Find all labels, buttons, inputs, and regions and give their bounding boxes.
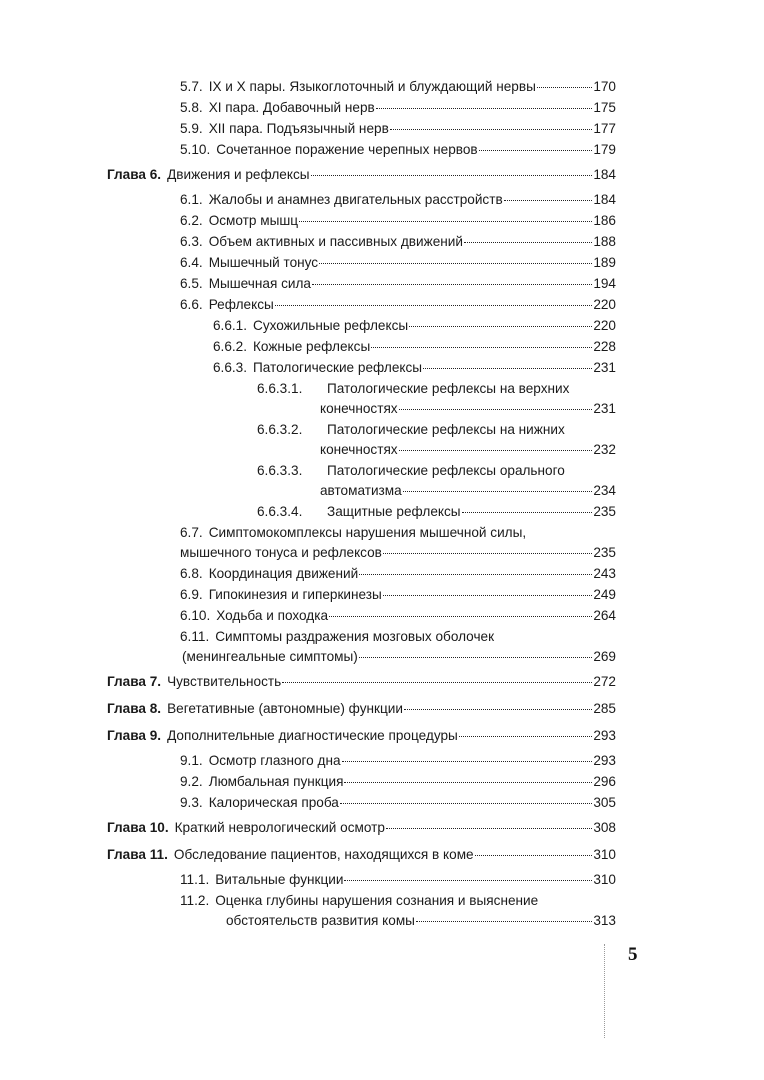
toc-entry-title: Патологические рефлексы [253, 360, 423, 375]
toc-entry-page: 194 [593, 276, 616, 291]
toc-dot-leader [329, 616, 592, 617]
toc-entry-title-continued: (менингеальные симптомы) [182, 649, 358, 664]
toc-dot-leader [475, 855, 593, 856]
toc-entry-number: 6.2. [180, 213, 203, 228]
toc-entry-line [180, 140, 616, 160]
toc-entry-line [180, 870, 616, 890]
toc-entry-title-continued: конечностях [320, 401, 398, 416]
toc-entry-title: Осмотр мышц [208, 213, 299, 228]
toc-entry-number: 9.1. [180, 753, 203, 768]
toc-dot-leader [340, 803, 592, 804]
toc-entry-line [180, 119, 616, 139]
toc-dot-leader [342, 761, 593, 762]
toc-entry-number: 5.7. [180, 79, 203, 94]
toc-entry-page: 313 [593, 913, 616, 928]
toc-entry-line-continued [182, 647, 616, 667]
toc-entry-page: 175 [593, 100, 616, 115]
toc-entry-title-continued: мышечного тонуса и рефлексов [180, 545, 382, 560]
toc-entry-line [213, 337, 616, 357]
toc-dot-leader [371, 347, 592, 348]
toc-entry-number: 6.1. [180, 192, 203, 207]
toc-dot-leader [403, 491, 593, 492]
toc-entry-page: 310 [593, 872, 616, 887]
toc-entry-number: 6.9. [180, 587, 203, 602]
toc-dot-leader [462, 512, 593, 513]
toc-entry-page: 293 [593, 728, 616, 743]
toc-entry-number: Глава 7. [107, 674, 162, 689]
toc-entry-title: IX и X пары. Языкоглоточный и блуждающий нервы [208, 79, 536, 94]
toc-entry-title: Краткий неврологический осмотр [174, 820, 385, 835]
toc-dot-leader [282, 682, 592, 683]
toc-entry-page: 189 [593, 255, 616, 270]
toc-entry-line-continued [226, 911, 616, 931]
toc-entry-line [257, 502, 616, 522]
toc-entry-number: 11.1. [180, 872, 210, 887]
toc-entry-page: 179 [593, 142, 616, 157]
toc-entry-number: 6.4. [180, 255, 203, 270]
toc-entry-line [257, 379, 569, 399]
toc-entry-line [107, 165, 616, 185]
toc-entry-line-continued [320, 440, 616, 460]
toc-entry-title: Ходьба и походка [216, 608, 329, 623]
toc-entry-line [180, 751, 616, 771]
toc-entry-line [180, 564, 616, 584]
toc-entry-title: Объем активных и пассивных движений [208, 234, 463, 249]
toc-dot-leader [299, 221, 592, 222]
toc-dot-leader [312, 284, 592, 285]
toc-entry-page: 220 [593, 297, 616, 312]
toc-entry-title: XII пара. Подъязычный нерв [208, 121, 389, 136]
toc-entry-page: 296 [593, 774, 616, 789]
toc-entry-number: 6.6. [180, 297, 203, 312]
toc-entry-page: 186 [593, 213, 616, 228]
toc-entry-title: Обследование пациентов, находящихся в коме [173, 847, 474, 862]
toc-entry-number: 5.9. [180, 121, 203, 136]
toc-entry-title: Симптомокомплексы нарушения мышечной силы, [208, 525, 527, 540]
toc-entry-page: 177 [593, 121, 616, 136]
toc-entry-line [213, 316, 616, 336]
toc-entry-line [180, 627, 494, 647]
page-number: 5 [628, 944, 638, 965]
toc-entry-number: 9.3. [180, 795, 203, 810]
toc-entry-number: Глава 10. [107, 820, 169, 835]
toc-entry-number: 6.8. [180, 566, 203, 581]
toc-entry-line [180, 232, 616, 252]
toc-entry-title: Осмотр глазного дна [208, 753, 341, 768]
toc-entry-line [180, 793, 616, 813]
toc-entry-title: Кожные рефлексы [253, 339, 371, 354]
toc-dot-leader [537, 87, 592, 88]
toc-entry-title: Защитные рефлексы [327, 504, 461, 519]
toc-entry-line [180, 211, 616, 231]
toc-entry-number: 6.6.3.1. [257, 381, 303, 396]
toc-entry-title: Вегетативные (автономные) функции [167, 701, 403, 716]
toc-entry-line [180, 274, 616, 294]
toc-entry-page: 188 [593, 234, 616, 249]
toc-entry-title: Дополнительные диагностические процедуры [167, 728, 458, 743]
toc-entry-title: Сочетанное поражение черепных нервов [216, 142, 478, 157]
toc-entry-number: 6.3. [180, 234, 203, 249]
toc-entry-line [180, 772, 616, 792]
toc-entry-number: 11.2. [180, 893, 210, 908]
toc-entry-page: 234 [593, 483, 616, 498]
toc-entry-title: Сухожильные рефлексы [253, 318, 409, 333]
toc-entry-page: 308 [593, 820, 616, 835]
toc-entry-number: 6.7. [180, 525, 203, 540]
toc-entry-line-continued [180, 543, 616, 563]
toc-entry-page: 293 [593, 753, 616, 768]
margin-rule [604, 944, 605, 1038]
toc-entry-title: Патологические рефлексы орального [327, 463, 565, 478]
toc-dot-leader [359, 574, 592, 575]
toc-entry-number: Глава 6. [107, 167, 162, 182]
toc-dot-leader [464, 242, 592, 243]
toc-dot-leader [409, 326, 592, 327]
toc-entry-page: 232 [593, 442, 616, 457]
toc-entry-title: Рефлексы [208, 297, 274, 312]
toc-entry-page: 243 [593, 566, 616, 581]
toc-dot-leader [504, 200, 593, 201]
toc-entry-title: Координация движений [208, 566, 359, 581]
toc-entry-title: Движения и рефлексы [167, 167, 310, 182]
toc-entry-page: 272 [593, 674, 616, 689]
toc-entry-line-continued [320, 481, 616, 501]
toc-dot-leader [423, 368, 592, 369]
toc-entry-line [107, 818, 616, 838]
toc-entry-line [180, 523, 526, 543]
toc-entry-number: Глава 9. [107, 728, 162, 743]
toc-entry-number: Глава 8. [107, 701, 162, 716]
toc-dot-leader [399, 450, 593, 451]
toc-entry-page: 170 [593, 79, 616, 94]
toc-dot-leader [390, 129, 593, 130]
toc-dot-leader [399, 409, 593, 410]
toc-dot-leader [359, 657, 592, 658]
toc-entry-title-continued: автоматизма [320, 483, 402, 498]
toc-entry-page: 264 [593, 608, 616, 623]
toc-dot-leader [344, 880, 592, 881]
toc-entry-title: XI пара. Добавочный нерв [208, 100, 375, 115]
toc-entry-line [213, 358, 616, 378]
toc-entry-page: 310 [593, 847, 616, 862]
toc-entry-number: 6.6.3. [213, 360, 248, 375]
toc-dot-leader [383, 553, 592, 554]
toc-entry-number: 6.10. [180, 608, 211, 623]
toc-entry-line [180, 190, 616, 210]
toc-entry-line [180, 253, 616, 273]
toc-entry-page: 269 [593, 649, 616, 664]
toc-dot-leader [404, 709, 592, 710]
toc-entry-number: 6.6.3.3. [257, 463, 303, 478]
toc-dot-leader [319, 263, 592, 264]
toc-entry-number: 6.6.3.2. [257, 422, 303, 437]
toc-entry-page: 231 [593, 360, 616, 375]
toc-dot-leader [311, 175, 593, 176]
toc-entry-line [180, 98, 616, 118]
toc-dot-leader [416, 921, 592, 922]
toc-entry-title: Симптомы раздражения мозговых оболочек [215, 629, 495, 644]
toc-entry-title: Патологические рефлексы на верхних [327, 381, 570, 396]
toc-entry-title: Калорическая проба [208, 795, 339, 810]
toc-entry-line [257, 420, 565, 440]
toc-entry-number: 6.5. [180, 276, 203, 291]
toc-entry-page: 235 [593, 545, 616, 560]
toc-entry-line [180, 295, 616, 315]
toc-entry-title: Витальные функции [215, 872, 344, 887]
toc-entry-title: Патологические рефлексы на нижних [327, 422, 565, 437]
toc-entry-number: 6.6.2. [213, 339, 248, 354]
toc-entry-number: 6.6.3.4. [257, 504, 303, 519]
toc-entry-line [107, 699, 616, 719]
toc-entry-page: 305 [593, 795, 616, 810]
toc-entry-title: Чувствительность [167, 674, 282, 689]
toc-entry-line [107, 672, 616, 692]
toc-entry-title: Гипокинезия и гиперкинезы [208, 587, 382, 602]
toc-entry-number: 5.8. [180, 100, 203, 115]
toc-entry-line-continued [320, 399, 616, 419]
toc-dot-leader [459, 736, 593, 737]
toc-entry-number: Глава 11. [107, 847, 168, 862]
toc-entry-title: Мышечная сила [208, 276, 311, 291]
toc-entry-page: 235 [593, 504, 616, 519]
toc-dot-leader [479, 150, 593, 151]
toc-entry-page: 184 [593, 192, 616, 207]
toc-entry-line [180, 77, 616, 97]
toc-entry-title-continued: конечностях [320, 442, 398, 457]
toc-entry-page: 285 [593, 701, 616, 716]
toc-dot-leader [344, 782, 592, 783]
toc-entry-page: 228 [593, 339, 616, 354]
toc-entry-title: Мышечный тонус [208, 255, 319, 270]
toc-entry-page: 231 [593, 401, 616, 416]
toc-entry-number: 9.2. [180, 774, 203, 789]
toc-entry-line [107, 845, 616, 865]
toc-entry-line [180, 606, 616, 626]
toc-entry-line [107, 726, 616, 746]
toc-entry-page: 184 [593, 167, 616, 182]
toc-entry-page: 249 [593, 587, 616, 602]
toc-entry-line [257, 461, 565, 481]
toc-entry-number: 5.10. [180, 142, 211, 157]
toc-dot-leader [383, 595, 593, 596]
toc-dot-leader [386, 828, 592, 829]
toc-entry-page: 220 [593, 318, 616, 333]
toc-entry-number: 6.6.1. [213, 318, 248, 333]
toc-entry-line [180, 585, 616, 605]
toc-entry-title: Жалобы и анамнез двигательных расстройств [208, 192, 503, 207]
toc-entry-title: Люмбальная пункция [208, 774, 344, 789]
toc-entry-number: 6.11. [180, 629, 210, 644]
toc-entry-title-continued: обстоятельств развития комы [226, 913, 415, 928]
toc-entry-title: Оценка глубины нарушения сознания и выяснение [215, 893, 539, 908]
toc-entry-line [180, 891, 538, 911]
toc-dot-leader [376, 108, 593, 109]
toc-dot-leader [275, 305, 593, 306]
